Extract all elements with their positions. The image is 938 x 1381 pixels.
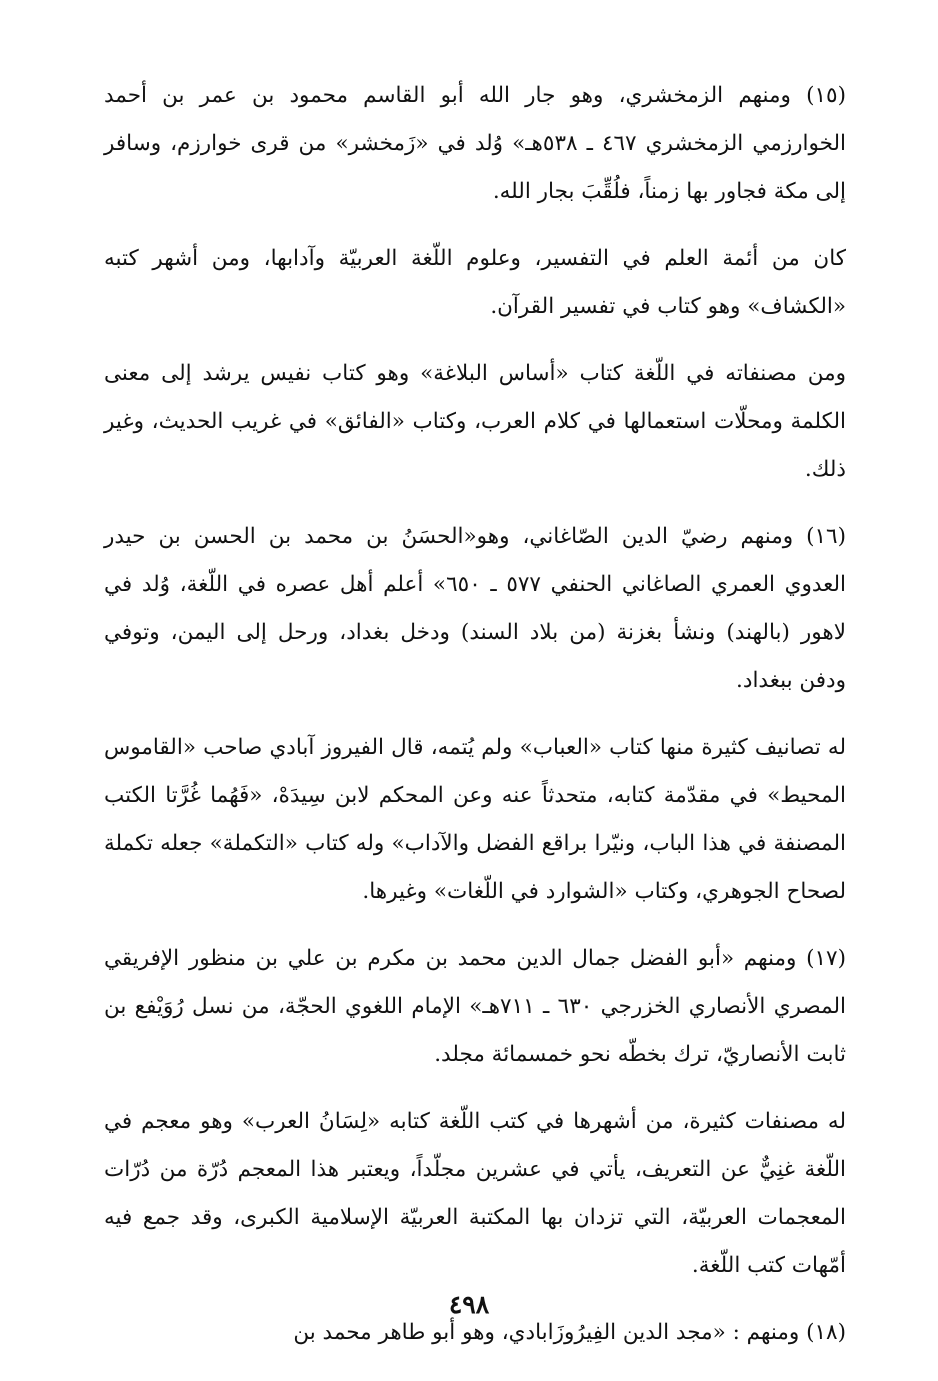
paragraph-zamakhshari-works: كان من أئمة العلم في التفسير، وعلوم اللّغة العربيّة وآدابها، ومن أشهر كتبه «الكشاف» وهو كتاب في تفسير القرآن. [104, 246, 846, 319]
paragraph-saghani-bio: (١٦) ومنهم رضيّ الدين الصّاغاني، وهو«الحسَنُ بن محمد بن الحسن بن حيدر العدوي العمري الصاغاني الحنفي ٥٧٧ ـ ٦٥٠» أعلم أهل عصره في اللّغة، وُلد في لاهور (بالهند) ونشأ بغزنة (من بلاد السند) ودخل بغداد، ورحل إلى اليمن، وتوفي ودفن ببغداد. [104, 524, 847, 693]
paragraph-firuzabadi-bio: (١٨) ومنهم : «مجد الدين الفِيرُوزَابادي، وهو أبو طاهر محمد بن [293, 1320, 846, 1345]
paragraph-saghani-works: له تصانيف كثيرة منها كتاب «العباب» ولم يُتمه، قال الفيروز آبادي صاحب «القاموس المحيط» في مقدّمة كتابه، متحدثاً عنه وعن المحكم لابن سِيدَهْ، «فَهُما غُرَّتا الكتب المصنفة في هذا الباب، ونيّرا براقع الفضل والآداب» وله كتاب «التكملة» جعله تكملة لصحاح الجوهري، وكتاب «الشوارد في اللّغات» وغيرها. [104, 735, 846, 904]
paragraph-zamakhshari-bio: (١٥) ومنهم الزمخشري، وهو جار الله أبو القاسم محمود بن عمر بن أحمد الخوارزمي الزمخشري ٤٦٧ ـ ٥٣٨هـ» وُلد في «زَمخشر» من قرى خوارزم، وسافر إلى مكة فجاور بها زمناً، فلُقِّبَ بجار الله. [104, 83, 846, 204]
paragraph-ibn-manzur-works: له مصنفات كثيرة، من أشهرها في كتب اللّغة كتابه «لِسَانُ العرب» وهو معجم في اللّغة غنِيٌّ عن التعريف، يأتي في عشرين مجلّداً، ويعتبر هذا المعجم دُرّة من دُرّات المعجمات العربيّة، التي تزدان بها المكتبة العربيّة الإسلامية الكبرى، وقد جمع فيه أمّهات كتب اللّغة. [104, 1109, 846, 1278]
page-number: ٤٩٨ [448, 1290, 490, 1319]
paragraph-zamakhshari-language-works: ومن مصنفاته في اللّغة كتاب «أساس البلاغة» وهو كتاب نفيس يرشد إلى معنى الكلمة ومحلّات استعمالها في كلام العرب، وكتاب «الفائق» في غريب الحديث، وغير ذلك. [104, 361, 847, 482]
paragraph-ibn-manzur-bio: (١٧) ومنهم «أبو الفضل جمال الدين محمد بن مكرم بن علي بن منظور الإفريقي المصري الأنصاري الخزرجي ٦٣٠ ـ ٧١١هـ» الإمام اللغوي الحجّة، من نسل رُوَيْفع بن ثابت الأنصاريّ، ترك بخطّه نحو خمسمائة مجلد. [104, 946, 847, 1067]
page-body [104, 72, 846, 1376]
